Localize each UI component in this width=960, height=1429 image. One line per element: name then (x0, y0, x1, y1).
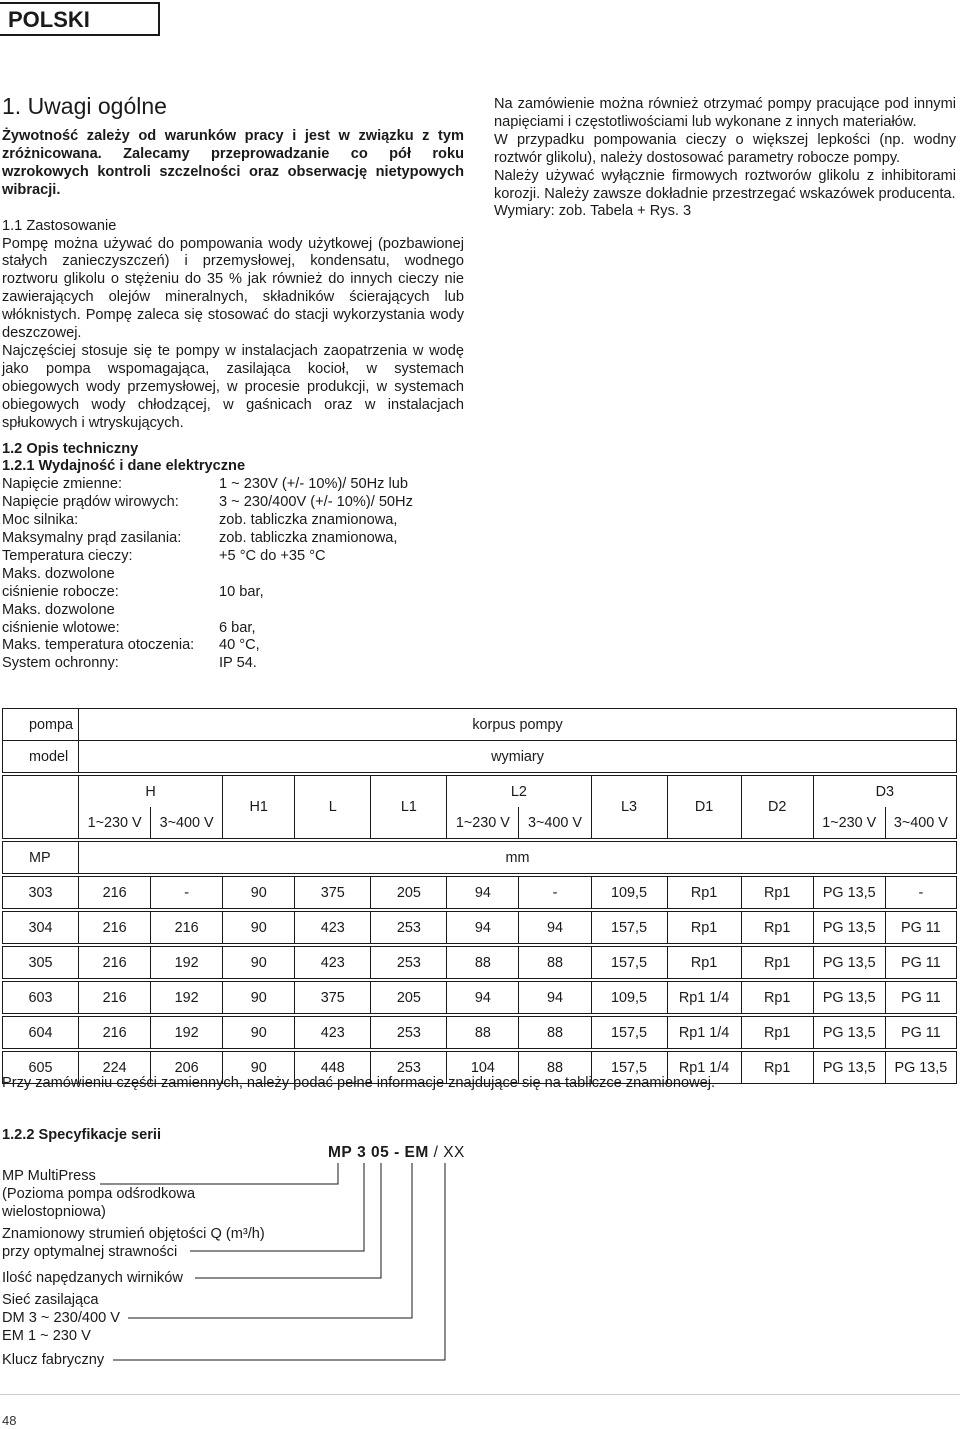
spec-value: IP 54. (219, 655, 257, 672)
series-title: 1.2.2 Specyfikacje serii (2, 1127, 162, 1143)
table-cell: 192 (151, 982, 223, 1014)
code-05: 05 (371, 1144, 390, 1161)
right-paragraph-3: Należy używać wyłącznie firmowych roztworów glikolu z inhibitorami korozji. Należy zawsze dokładnie przestrzegać wskazówek producenta. (494, 167, 956, 202)
table-cell: 216 (79, 912, 151, 944)
leader-xx (113, 1163, 445, 1360)
section-title: 1. Uwagi ogólne (2, 93, 167, 119)
key-impellers-line: Ilość napędzanych wirników (2, 1270, 183, 1286)
right-paragraph-1: Na zamówienie można również otrzymać pompy pracujące pod innymi napięciami i częstotliwościami lub wykonane z innych materiałów. (494, 96, 956, 130)
table-cell: 253 (371, 1052, 447, 1084)
table-cell: 216 (79, 877, 151, 909)
key-mp-line-1: MP MultiPress (2, 1168, 96, 1184)
table-cell: - (519, 877, 591, 909)
table-cell: 423 (295, 912, 371, 944)
model-cell: 305 (3, 947, 79, 979)
spec-value: 10 bar, (219, 583, 264, 600)
table-cell: Rp1 (741, 877, 813, 909)
model-cell: 304 (3, 912, 79, 944)
table-cell: PG 11 (885, 982, 956, 1014)
header-model: model (3, 741, 79, 773)
header-H1: H1 (223, 776, 295, 839)
table-cell: 206 (151, 1052, 223, 1084)
right-paragraph-2: W przypadku pompowania cieczy o większej lepkości (np. wodny roztwór glikolu), należy dostosować parametry robocze pompy. (494, 131, 956, 166)
header-H-1ph: 1~230 V (79, 807, 151, 839)
table-cell: 94 (447, 877, 519, 909)
key-supply-line-3: EM 1 ~ 230 V (2, 1327, 91, 1344)
subsection-title: 1.1 Zastosowanie (2, 217, 117, 234)
spec-value: 40 °C, (219, 637, 260, 654)
table-cell: 216 (151, 912, 223, 944)
header-pompa: pompa (3, 709, 79, 741)
spec-value: zob. tabliczka znamionowa, (219, 512, 398, 529)
table-cell: Rp1 1/4 (667, 982, 741, 1014)
key-factory-line: Klucz fabryczny (2, 1352, 105, 1368)
spare-parts-note: Przy zamówieniu części zamiennych, należy podać pełne informacje znajdujące się na tabliczce znamionowej. (2, 1075, 716, 1091)
spec-value: zob. tabliczka znamionowa, (219, 530, 398, 547)
table-cell: 216 (79, 982, 151, 1014)
spec-value: 6 bar, (219, 619, 256, 636)
table-cell: Rp1 (741, 982, 813, 1014)
header-mm: mm (79, 842, 957, 874)
table-cell: 88 (447, 947, 519, 979)
header-L2: L2 (447, 776, 591, 808)
table-cell: Rp1 (741, 912, 813, 944)
key-mp-line-3: wielostopniowa) (2, 1203, 106, 1220)
code-dash: - (394, 1144, 400, 1161)
usage-paragraph-1: Pompę można używać do pompowania wody użytkowej (pozbawionej stałych zanieczyszczeń) i przemysłowej, kondensatu, wodnego roztworu glikolu o stężeniu do 35 % jak również do innych cieczy nie zawierających olejów mineralnych, składników ścierających lub włóknistych. Pompę zaleca się stosować do stacji wykorzystania wody deszczowej. (2, 235, 464, 342)
header-wymiary: wymiary (79, 741, 957, 773)
table-cell: Rp1 (741, 947, 813, 979)
spec-label: Temperatura cieczy: (2, 547, 133, 564)
table-cell: 157,5 (591, 1052, 667, 1084)
table-cell: Rp1 (667, 947, 741, 979)
spec-label: ciśnienie wlotowe: (2, 619, 120, 636)
model-cell: 603 (3, 982, 79, 1014)
model-cell: 303 (3, 877, 79, 909)
header-D3-3ph: 3~400 V (885, 807, 956, 839)
table-cell: 90 (223, 982, 295, 1014)
table-cell: PG 13,5 (813, 947, 885, 979)
spec-value: +5 °C do +35 °C (219, 547, 326, 564)
table-cell: 90 (223, 947, 295, 979)
electrical-title: 1.2.1 Wydajność i dane elektryczne (2, 458, 246, 475)
table-cell: - (151, 877, 223, 909)
language-tab: POLSKI (0, 2, 160, 36)
table-cell: 192 (151, 1017, 223, 1049)
table-cell: 88 (519, 1052, 591, 1084)
page-number: 48 (2, 1413, 17, 1428)
header-mp: MP (3, 842, 79, 874)
header-D3: D3 (813, 776, 956, 808)
key-flow-line-1: Znamionowy strumień objętości Q (m³/h) (2, 1226, 265, 1242)
table-cell: Rp1 (741, 1052, 813, 1084)
table-cell: 205 (371, 877, 447, 909)
key-flow-line-2: przy optymalnej strawności (2, 1243, 178, 1260)
table-cell: 157,5 (591, 947, 667, 979)
table-cell: 104 (447, 1052, 519, 1084)
table-cell: 216 (79, 947, 151, 979)
header-D2: D2 (741, 776, 813, 839)
table-cell: 90 (223, 912, 295, 944)
code-xx: / XX (433, 1144, 465, 1161)
header-L3: L3 (591, 776, 667, 839)
table-cell: 216 (79, 1017, 151, 1049)
key-mp-line-2: (Pozioma pompa odśrodkowa (2, 1185, 196, 1202)
spec-label: Napięcie prądów wirowych: (2, 494, 179, 511)
table-cell: 205 (371, 982, 447, 1014)
table-cell: 88 (519, 947, 591, 979)
header-korpus: korpus pompy (79, 709, 957, 741)
leader-em (128, 1163, 412, 1318)
table-cell: 423 (295, 1017, 371, 1049)
table-cell: PG 13,5 (813, 877, 885, 909)
table-cell: PG 13,5 (813, 1052, 885, 1084)
table-cell: Rp1 (741, 1017, 813, 1049)
table-cell: PG 13,5 (813, 982, 885, 1014)
table-cell: Rp1 1/4 (667, 1052, 741, 1084)
table-cell: 109,5 (591, 982, 667, 1014)
header-D3-1ph: 1~230 V (813, 807, 885, 839)
spec-label: Maks. temperatura otoczenia: (2, 637, 195, 654)
table-cell: Rp1 (667, 912, 741, 944)
table-cell: 88 (447, 1017, 519, 1049)
table-cell: 90 (223, 877, 295, 909)
intro-paragraph: Żywotność zależy od warunków pracy i jest w związku z tym zróżnicowana. Zalecamy przeprowadzanie co pół roku wzrokowych kontroli szczelności oraz obserwację nietypowych wibracji. (2, 128, 464, 198)
table-cell: Rp1 (667, 877, 741, 909)
table-cell: 94 (447, 982, 519, 1014)
table-cell: 253 (371, 947, 447, 979)
spec-label: Moc silnika: (2, 512, 79, 529)
header-D1: D1 (667, 776, 741, 839)
table-cell: 253 (371, 912, 447, 944)
table-cell: 192 (151, 947, 223, 979)
table-cell: - (885, 877, 956, 909)
table-cell: PG 11 (885, 947, 956, 979)
table-cell: 157,5 (591, 912, 667, 944)
code-mp: MP (328, 1144, 353, 1161)
spec-label: System ochronny: (2, 655, 119, 672)
table-cell: 90 (223, 1052, 295, 1084)
model-cell: 604 (3, 1017, 79, 1049)
table-cell: 94 (519, 982, 591, 1014)
right-paragraph-4: Wymiary: zob. Tabela + Rys. 3 (494, 203, 692, 220)
table-cell: 94 (447, 912, 519, 944)
header-L2-1ph: 1~230 V (447, 807, 519, 839)
code-3: 3 (357, 1144, 367, 1161)
key-supply-line-1: Sieć zasilająca (2, 1292, 99, 1308)
spec-label: ciśnienie robocze: (2, 583, 119, 600)
header-H-3ph: 3~400 V (151, 807, 223, 839)
header-L: L (295, 776, 371, 839)
header-L1: L1 (371, 776, 447, 839)
table-cell: 253 (371, 1017, 447, 1049)
table-cell: 448 (295, 1052, 371, 1084)
spec-value: 3 ~ 230/400V (+/- 10%)/ 50Hz (219, 494, 413, 511)
leader-mp (100, 1163, 338, 1184)
table-cell: PG 13,5 (885, 1052, 956, 1084)
header-L2-3ph: 3~400 V (519, 807, 591, 839)
table-cell: 94 (519, 912, 591, 944)
footer-rule (0, 1394, 960, 1395)
table-cell: PG 11 (885, 1017, 956, 1049)
spec-label: Maks. dozwolone (2, 601, 115, 618)
table-cell: 224 (79, 1052, 151, 1084)
spec-label: Maks. dozwolone (2, 565, 115, 582)
table-cell: 90 (223, 1017, 295, 1049)
table-cell: 375 (295, 982, 371, 1014)
table-cell: 157,5 (591, 1017, 667, 1049)
table-cell: PG 13,5 (813, 912, 885, 944)
header-H: H (79, 776, 223, 808)
code-em: EM (404, 1144, 429, 1161)
spec-label: Napięcie zmienne: (2, 476, 123, 493)
table-cell: PG 13,5 (813, 1017, 885, 1049)
model-cell: 605 (3, 1052, 79, 1084)
table-cell: 375 (295, 877, 371, 909)
usage-paragraph-2: Najczęściej stosuje się te pompy w instalacjach zaopatrzenia w wodę jako pompa wspomagająca, zasilająca kocioł, w systemach obiegowych wody przemysłowej, w procesie produkcji, w systemach obiegowych wody chłodzącej, w gaśnicach oraz w instalacjach spłukowych i wtryskujących. (2, 342, 464, 431)
leader-05 (195, 1163, 381, 1278)
table-cell: 88 (519, 1017, 591, 1049)
key-supply-line-2: DM 3 ~ 230/400 V (2, 1309, 121, 1326)
spec-value: 1 ~ 230V (+/- 10%)/ 50Hz lub (219, 476, 409, 493)
table-cell: 423 (295, 947, 371, 979)
spec-label: Maksymalny prąd zasilania: (2, 530, 182, 547)
table-cell: 109,5 (591, 877, 667, 909)
table-cell: PG 11 (885, 912, 956, 944)
table-cell: Rp1 1/4 (667, 1017, 741, 1049)
technical-title: 1.2 Opis techniczny (2, 440, 139, 457)
